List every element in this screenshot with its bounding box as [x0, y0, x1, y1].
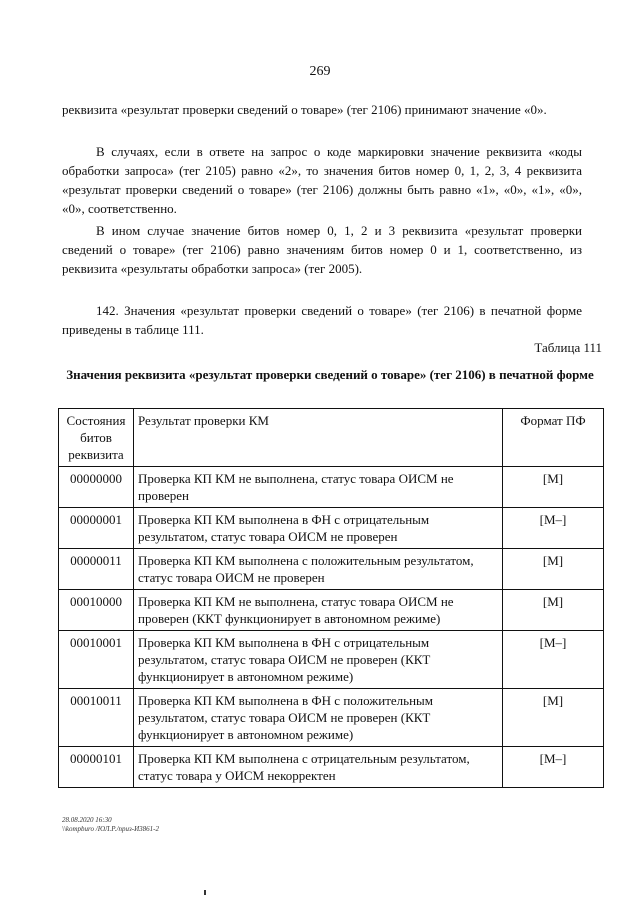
- page-number: 269: [309, 64, 331, 79]
- table-row: [59, 467, 604, 508]
- footer-file-path: \\kompburo /ЮЛ.Р./приз-И3861-2: [62, 825, 159, 833]
- cell-result: Проверка КП КМ выполнена в ФН с отрицательным результатом, статус товара ОИСМ не проверен (ККТ функционирует в автономном режиме): [134, 631, 503, 689]
- paragraph-4: 142. Значения «результат проверки сведений о товаре» (тег 2106) в печатной форме приведены в таблице 111.: [62, 303, 582, 337]
- table-row: [59, 747, 604, 788]
- cell-format: [M]: [503, 549, 604, 590]
- table-header-row: [59, 409, 604, 467]
- table-row: [59, 689, 604, 747]
- cell-result: Проверка КП КМ выполнена с положительным результатом, статус товара ОИСМ не проверен: [134, 549, 503, 590]
- cell-bits: 00000011: [59, 549, 134, 590]
- cell-bits: 00010001: [59, 631, 134, 689]
- document-footer: [62, 816, 159, 834]
- header-format: Формат ПФ: [503, 409, 604, 467]
- results-table: [58, 408, 604, 788]
- paragraph-2: В случаях, если в ответе на запрос о коде маркировки значение реквизита «коды обработки запроса» (тег 2105) равно «2», то значения битов номер 0, 1, 2, 3, 4 реквизита «результат проверки сведений о товаре» (тег 2106) должны быть равно «1», «0», «1», «0», «0», соответственно.: [62, 144, 582, 216]
- footer-timestamp: 28.08.2020 16:30: [62, 816, 112, 824]
- table-row: [59, 590, 604, 631]
- cell-format: [M–]: [503, 747, 604, 788]
- cell-format: [M–]: [503, 631, 604, 689]
- scan-mark: [204, 890, 206, 895]
- paragraph-3: В ином случае значение битов номер 0, 1, 2 и 3 реквизита «результат проверки сведений о товаре» (тег 2106) равно значениям битов номер 0 и 1, соответственно, из реквизита «результаты обработки запроса» (тег 2005).: [62, 223, 582, 276]
- paragraph-1: реквизита «результат проверки сведений о товаре» (тег 2106) принимают значение «0».: [62, 102, 547, 117]
- cell-format: [M–]: [503, 508, 604, 549]
- cell-result: Проверка КП КМ выполнена в ФН с отрицательным результатом, статус товара ОИСМ не проверен: [134, 508, 503, 549]
- cell-result: Проверка КП КМ не выполнена, статус товара ОИСМ не проверен: [134, 467, 503, 508]
- cell-result: Проверка КП КМ не выполнена, статус товара ОИСМ не проверен (ККТ функционирует в автономном режиме): [134, 590, 503, 631]
- cell-bits: 00010011: [59, 689, 134, 747]
- header-bits: Состояния битов реквизита: [59, 409, 134, 467]
- cell-bits: 00000000: [59, 467, 134, 508]
- table-row: [59, 508, 604, 549]
- table-caption: Таблица 111: [534, 340, 602, 355]
- cell-format: [M]: [503, 590, 604, 631]
- table-title: Значения реквизита «результат проверки сведений о товаре» (тег 2106) в печатной форме: [66, 367, 594, 382]
- cell-bits: 00010000: [59, 590, 134, 631]
- table-row: [59, 631, 604, 689]
- cell-result: Проверка КП КМ выполнена с отрицательным результатом, статус товара у ОИСМ некорректен: [134, 747, 503, 788]
- header-result: Результат проверки КМ: [134, 409, 503, 467]
- cell-bits: 00000101: [59, 747, 134, 788]
- cell-result: Проверка КП КМ выполнена в ФН с положительным результатом, статус товара ОИСМ не проверен (ККТ функционирует в автономном режиме): [134, 689, 503, 747]
- cell-format: [M]: [503, 467, 604, 508]
- table-row: [59, 549, 604, 590]
- cell-bits: 00000001: [59, 508, 134, 549]
- cell-format: [M]: [503, 689, 604, 747]
